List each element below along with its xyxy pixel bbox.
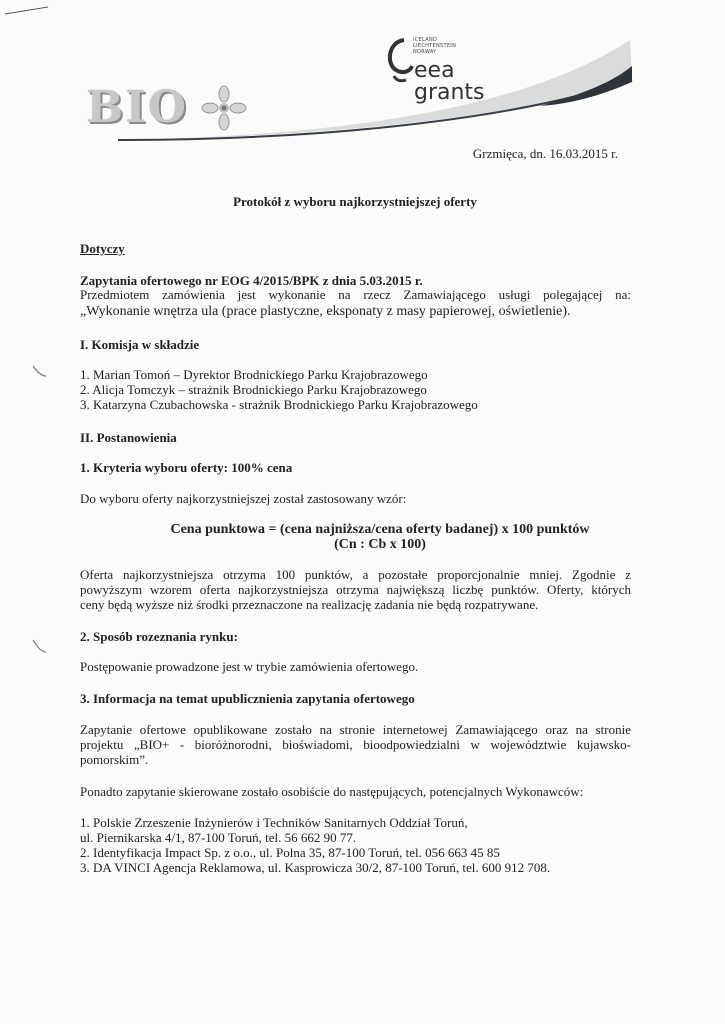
eea-country: NORWAY <box>413 49 437 55</box>
publication-heading: 3. Informacja na temat upublicznienia zapytania ofertowego <box>80 691 415 706</box>
eea-word: eea <box>414 58 455 83</box>
committee-member: 1. Marian Tomoń – Dyrektor Brodnickiego Parku Krajobrazowego <box>80 367 428 382</box>
formula-line: Cena punktowa = (cena najniższa/cena oferty badanej) x 100 punktów <box>170 522 590 537</box>
eea-countries <box>413 37 456 55</box>
subject-line: Przedmiotem zamówienia jest wykonanie na rzecz Zamawiającego usługi polegającej na: <box>80 287 631 302</box>
method-text: Postępowanie prowadzone jest w trybie zamówienia ofertowego. <box>80 659 419 674</box>
page-header <box>0 0 725 170</box>
committee-member: 3. Katarzyna Czubachowska - strażnik Brodnickiego Parku Krajobrazowego <box>80 397 478 412</box>
dotyczy-label: Dotyczy <box>80 241 125 256</box>
subject-heading: Zapytania ofertowego nr EOG 4/2015/BPK z dnia 5.03.2015 r. <box>80 273 423 288</box>
eea-logo-mark-icon <box>382 34 416 88</box>
grants-word: grants <box>414 80 485 105</box>
contractor-line: 3. DA VINCI Agencja Reklamowa, ul. Kasprowicza 30/2, 87-100 Toruń, tel. 600 912 708. <box>80 860 551 875</box>
eea-country: LIECHTENSTEIN <box>413 43 457 49</box>
sent-intro: Ponadto zapytanie skierowane zostało osobiście do następujących, potencjalnych Wykonawców: <box>80 784 584 799</box>
criteria-paragraph-line: ceny będą wyższe niż środki przeznaczone na realizację zadania nie będą rozpatrywane. <box>80 597 539 612</box>
document-title: Protokół z wyboru najkorzystniejszej oferty <box>233 194 477 209</box>
publication-paragraph-line: projektu „BIO+ - bioróżnorodni, bioświadomi, bioodpowiedzialni w województwie kujawsko- <box>80 737 631 752</box>
bio-logo-text: BIO <box>86 82 189 133</box>
method-heading: 2. Sposób rozeznania rynku: <box>80 629 238 644</box>
criteria-paragraph-line: Oferta najkorzystniejsza otrzyma 100 punktów, a pozostałe proporcjonalnie mniej. Zgodnie z <box>80 567 631 582</box>
criteria-intro: Do wyboru oferty najkorzystniejszej został zastosowany wzór: <box>80 491 407 506</box>
formula-line: (Cn : Cb x 100) <box>334 537 426 552</box>
subject-line: „Wykonanie wnętrza ula (prace plastyczne, eksponaty z masy papierowej, oświetlenie). <box>80 304 571 319</box>
publication-paragraph-line: pomorskim”. <box>80 752 149 767</box>
criteria-paragraph-line: powyższym wzorem oferta najkorzystniejsza otrzyma największą liczbę punktów. Oferty, których <box>80 582 631 597</box>
eea-country: ICELAND <box>413 37 438 43</box>
section-heading: I. Komisja w składzie <box>80 337 200 352</box>
contractor-line: ul. Piernikarska 4/1, 87-100 Toruń, tel. 56 662 90 77. <box>80 830 357 845</box>
section-heading: II. Postanowienia <box>80 430 177 445</box>
bio-flower-icon <box>198 82 254 134</box>
publication-paragraph-line: Zapytanie ofertowe opublikowane zostało na stronie internetowej Zamawiającego oraz na stronie <box>80 722 631 737</box>
place-date: Grzmięca, dn. 16.03.2015 r. <box>472 146 618 161</box>
contractor-line: 2. Identyfikacja Impact Sp. z o.o., ul. Polna 35, 87-100 Toruń, tel. 056 663 45 85 <box>80 845 500 860</box>
criteria-heading: 1. Kryteria wyboru oferty: 100% cena <box>80 460 293 475</box>
contractor-line: 1. Polskie Zrzeszenie Inżynierów i Techników Sanitarnych Oddział Toruń, <box>80 815 468 830</box>
committee-member: 2. Alicja Tomczyk – strażnik Brodnickiego Parku Krajobrazowego <box>80 382 427 397</box>
